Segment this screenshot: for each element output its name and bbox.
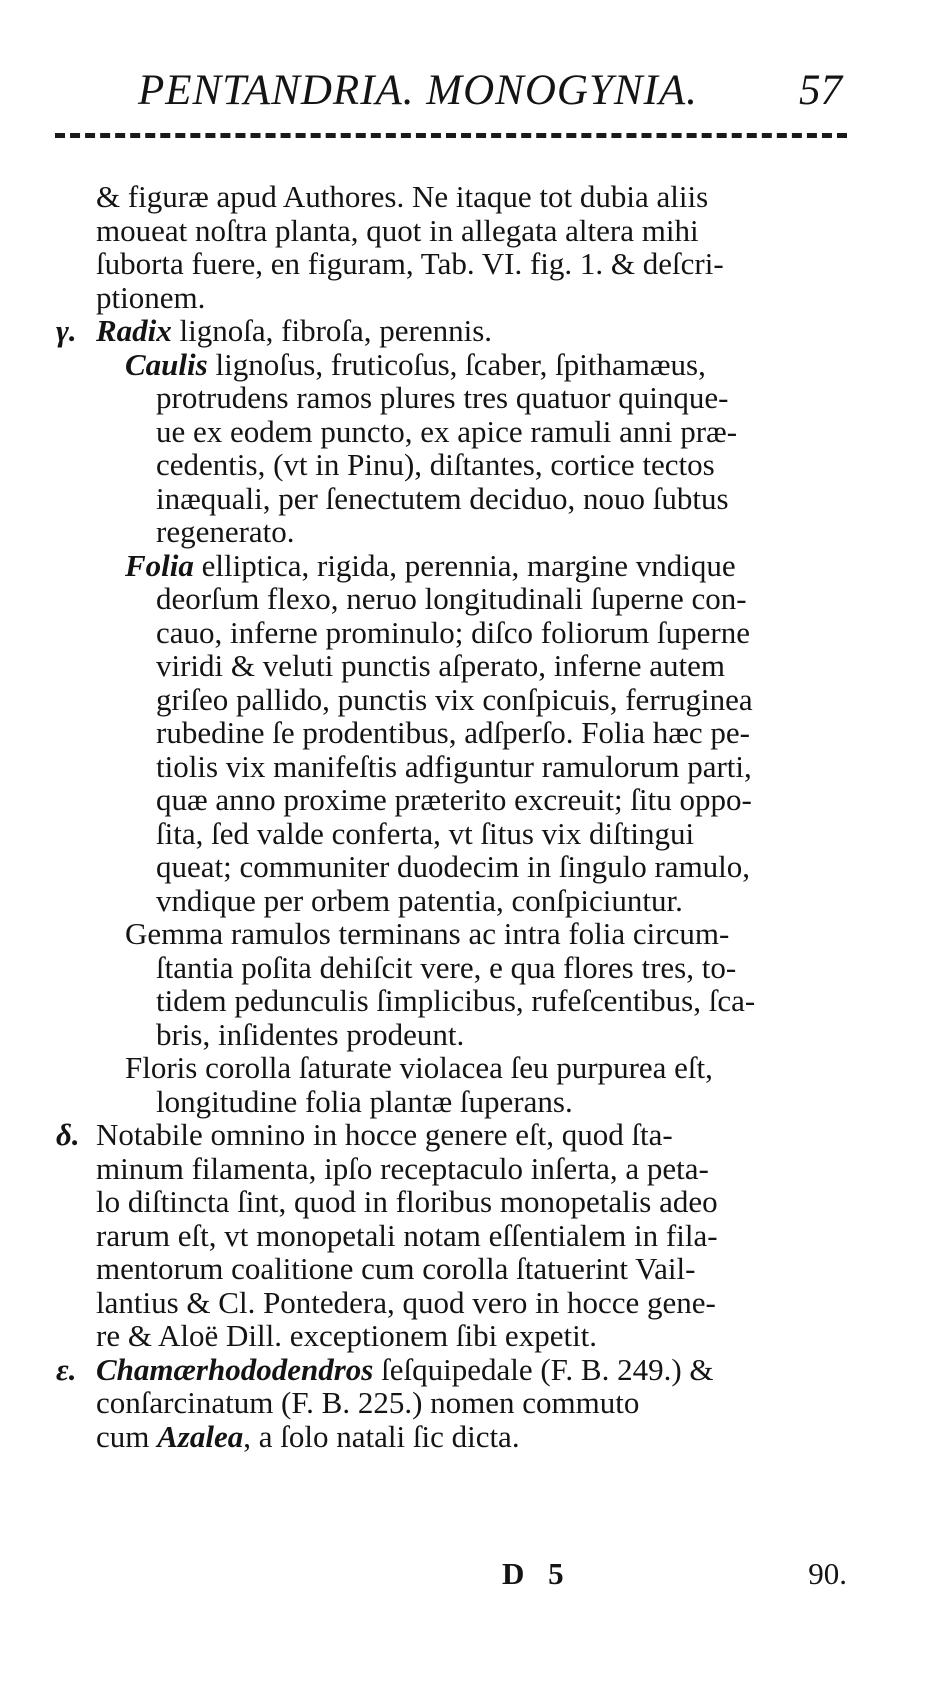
text-line: lo diſtincta ſint, quod in floribus monopetalis adeo: [96, 1184, 718, 1219]
text-line: quæ anno proxime præterito excreuit; ſitu oppo-: [156, 782, 752, 817]
text-line: cauo, inferne prominulo; diſco foliorum ſuperne: [156, 614, 750, 650]
term-folia: Folia: [125, 547, 194, 583]
text-line: regenerato.: [156, 514, 295, 549]
text-run: , a ſolo natali ſic dicta.: [243, 1418, 520, 1454]
text-line: inæquali, per ſenectutem deciduo, nouo ſubtus: [156, 480, 729, 516]
text-line: mentorum coalitione cum corolla ſtatuerint Vail-: [96, 1251, 696, 1286]
paragraph-chamaerhododendros: [40, 1353, 855, 1454]
running-title: PENTANDRIA. MONOGYNIA.: [138, 67, 698, 114]
paragraph-caulis: [40, 348, 855, 549]
section-marker-epsilon: ε.: [56, 1351, 77, 1387]
paragraph-notabile: [40, 1118, 855, 1353]
text-line: [40, 348, 855, 382]
term-azalea: Azalea: [157, 1418, 244, 1454]
term-radix: Radix: [96, 313, 172, 348]
paragraph-floris: [40, 1051, 855, 1118]
page-footer: [460, 1556, 855, 1600]
text-run: cum: [96, 1418, 158, 1454]
text-line: vndique per orbem patentia, conſpiciuntur.: [156, 882, 683, 918]
text-run: elliptica, rigida, perennia, margine vndique: [193, 547, 736, 583]
text-line: [40, 549, 855, 583]
section-marker-gamma: γ.: [56, 313, 77, 348]
text-line: deorſum flexo, neruo longitudinali ſuperne con-: [156, 581, 747, 616]
text-line: rubedine ſe prodentibus, adſperſo. Folia hæc pe-: [156, 715, 751, 750]
catchword: 90.: [808, 1556, 847, 1591]
text-line: lantius & Cl. Pontedera, quod vero in hocce gene-: [96, 1284, 716, 1320]
text-line: [40, 1353, 855, 1387]
text-line: [40, 1118, 855, 1152]
text-line: ſita, ſed valde conferta, vt ſitus vix diſtingui: [156, 815, 695, 851]
term-caulis: Caulis: [125, 346, 208, 382]
page-number: 57: [799, 67, 842, 114]
text-line: tidem pedunculis ſimplicibus, rufeſcentibus, ſca-: [156, 983, 756, 1018]
text-line: viridi & veluti punctis aſperato, inferne autem: [156, 648, 726, 683]
text-run: Notabile omnino in hocce genere eſt, quod ſta-: [96, 1117, 673, 1152]
text-line: ſtantia poſita dehiſcit vere, e qua flores tres, to-: [156, 949, 737, 985]
text-line: conſarcinatum (F. B. 225.) nomen commuto: [96, 1385, 640, 1420]
text-line: griſeo pallido, punctis vix conſpicuis, ferruginea: [156, 681, 753, 717]
text-line: Gemma ramulos terminans ac intra folia circum-: [125, 916, 730, 951]
text-line: cedentis, (vt in Pinu), diſtantes, cortice tectos: [156, 447, 715, 482]
text-line: longitudine folia plantæ ſuperans.: [156, 1083, 573, 1119]
text-line: ptionem.: [96, 279, 206, 315]
text-line: queat; communiter duodecim in ſingulo ramulo,: [156, 849, 751, 884]
paragraph-radix: [40, 314, 855, 348]
text-line: rarum eſt, vt monopetali notam eſſentialem in fila-: [96, 1217, 718, 1253]
text-line: tiolis vix manifeſtis adfiguntur ramulorum parti,: [156, 748, 752, 784]
text-line: Floris corolla ſaturate violacea ſeu purpurea eſt,: [125, 1050, 713, 1085]
text-run: lignoſa, fibroſa, perennis.: [171, 313, 493, 348]
header-rule: [55, 133, 847, 138]
text-line: [40, 314, 855, 348]
text-line: protrudens ramos plures tres quatuor quinque-: [156, 380, 729, 415]
term-chamaerhododendros: Chamærhododendros: [96, 1351, 374, 1387]
text-line: & figuræ apud Authores. Ne itaque tot dubia aliis: [96, 179, 709, 214]
text-line: minum filamenta, ipſo receptaculo inſerta, a peta-: [96, 1150, 709, 1186]
text-line: [40, 1420, 855, 1454]
text-run: lignoſus, fruticoſus, ſcaber, ſpithamæus,: [207, 346, 706, 382]
text-line: re & Aloë Dill. exceptionem ſibi expetit.: [96, 1318, 598, 1353]
paragraph-gemma: [40, 917, 855, 1051]
text-line: bris, inſidentes prodeunt.: [156, 1016, 465, 1052]
text-line: moueat noſtra planta, quot in allegata altera mihi: [96, 212, 699, 248]
running-head: [130, 66, 850, 126]
text-line: ſuborta fuere, en figuram, Tab. VI. fig. 1. & deſcri-: [96, 246, 724, 281]
signature-mark: D 5: [502, 1556, 572, 1591]
body-text: [40, 180, 855, 1453]
text-line: ue ex eodem puncto, ex apice ramuli anni præ-: [156, 413, 738, 449]
section-marker-delta: δ.: [56, 1117, 80, 1152]
paragraph-continuation: [40, 180, 855, 314]
text-run: ſeſquipedale (F. B. 249.) &: [373, 1351, 714, 1387]
paragraph-folia: [40, 549, 855, 918]
